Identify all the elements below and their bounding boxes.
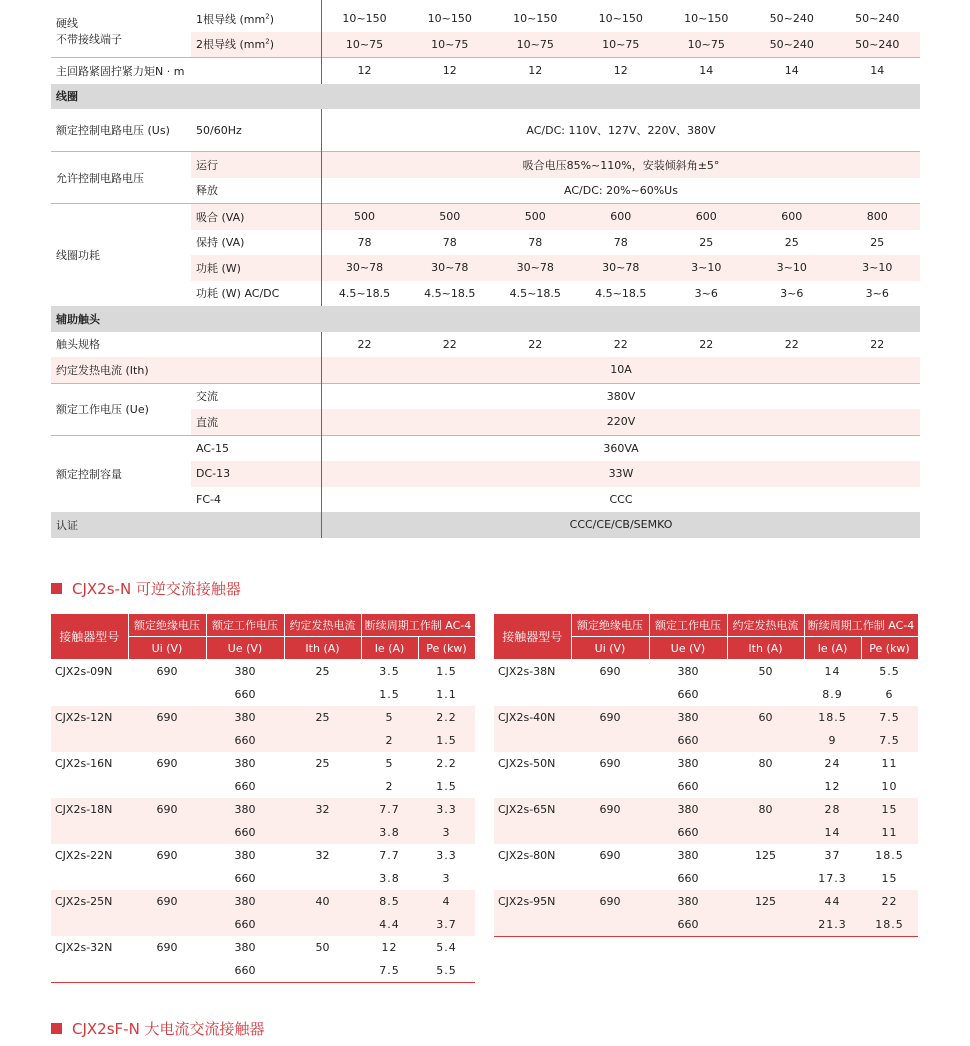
header-ui-unit: Ui (V) — [128, 637, 206, 660]
ue-cell: 660 — [234, 688, 256, 701]
ie-cell: 18.5 — [804, 706, 861, 729]
pe-cell: 3.3 — [418, 798, 475, 821]
model-cell: CJX2s-95N — [494, 890, 571, 937]
value-cell: 4.5~18.5 — [424, 286, 476, 300]
spec-table — [51, 0, 920, 538]
ue-cell: 380 — [234, 849, 256, 862]
ue-cell: 660 — [206, 913, 284, 936]
value-cell: 30~78 — [407, 255, 493, 281]
value-cell: 25 — [699, 235, 714, 249]
value-cell: 800 — [835, 204, 921, 230]
ith-row — [51, 357, 920, 383]
ui-cell: 690 — [128, 890, 206, 936]
coil-power-sub-label: 保持 (VA) — [191, 230, 322, 256]
header-ue: 额定工作电压 — [206, 614, 284, 637]
ue-cell: 660 — [206, 821, 284, 844]
coil-power-sub-label: 功耗 (W) — [191, 255, 322, 281]
model-table-right — [494, 614, 919, 937]
header-model: 接触器型号 — [494, 614, 571, 660]
cert-label: 认证 — [51, 512, 191, 538]
ui-cell: 690 — [128, 798, 206, 844]
value-cell: 3~10 — [749, 255, 835, 281]
value-cell: 50~240 — [749, 32, 835, 58]
ie-cell: 8.5 — [361, 890, 418, 913]
ie-cell: 3.8 — [361, 821, 418, 844]
value-cell: 3~6 — [865, 286, 889, 300]
header-pe-unit: Pe (kw) — [418, 637, 475, 660]
value-cell: 22 — [784, 337, 799, 351]
pe-cell: 3 — [442, 872, 451, 885]
contact-spec-label: 触头规格 — [56, 338, 100, 352]
aux-section-row — [51, 306, 920, 332]
header-ith-unit: Ith (A) — [727, 637, 804, 660]
ui-cell: 690 — [156, 665, 178, 678]
model-table-left — [51, 614, 476, 983]
pe-cell: 1.5 — [436, 665, 457, 678]
ie-cell: 2 — [385, 780, 394, 793]
coil-power-row-1 — [51, 204, 920, 230]
ue-cell: 380 — [649, 890, 727, 913]
value-cell: 3~10 — [835, 255, 921, 281]
capacity-value: CCC — [609, 492, 633, 506]
pe-cell: 11 — [861, 821, 918, 844]
coil-power-sub-label: 功耗 (W) AC/DC — [191, 281, 322, 307]
coil-power-label: 线圈功耗 — [51, 204, 191, 307]
pe-cell: 7.5 — [861, 729, 918, 752]
ui-cell: 690 — [128, 936, 206, 983]
value-cell: 50~240 — [835, 32, 921, 58]
model-cell: CJX2s-12N — [51, 706, 128, 752]
ie-cell: 3.8 — [379, 872, 400, 885]
model-cell: CJX2s-09N — [55, 665, 113, 678]
value-cell: 78 — [442, 235, 457, 249]
ui-cell: 690 — [156, 757, 178, 770]
header-ue-unit: Ue (V) — [649, 637, 727, 660]
ie-cell: 37 — [824, 849, 841, 862]
value-cell: 3~6 — [694, 286, 718, 300]
wire-row-1 — [51, 6, 920, 32]
value-cell: 12 — [322, 58, 408, 84]
ith-value: 10A — [322, 357, 921, 383]
value-cell: 22 — [699, 337, 714, 351]
ie-cell: 2 — [361, 729, 418, 752]
ui-cell: 690 — [599, 849, 621, 862]
value-cell: 10~150 — [342, 12, 387, 26]
header-ui: 额定绝缘电压 — [128, 614, 206, 637]
value-cell: 50~240 — [855, 12, 900, 26]
ctrl-capacity-label: 额定控制容量 — [51, 435, 191, 512]
ue-cell: 660 — [649, 821, 727, 844]
header-ie-unit: Ie (A) — [804, 637, 861, 660]
model-cell: CJX2s-38N — [498, 665, 556, 678]
ith-cell: 40 — [284, 890, 361, 936]
ue-cell: 660 — [649, 913, 727, 937]
ie-cell: 4.4 — [361, 913, 418, 936]
value-cell: 22 — [357, 337, 372, 351]
header-ith-unit: Ith (A) — [284, 637, 361, 660]
ue-cell: 660 — [649, 729, 727, 752]
allowed-run-row — [51, 152, 920, 178]
model-cell: CJX2s-16N — [55, 757, 113, 770]
ac-label: 交流 — [191, 383, 322, 409]
model-cell: CJX2s-18N — [51, 798, 128, 844]
ue-cell: 380 — [206, 798, 284, 821]
value-cell: 500 — [493, 204, 579, 230]
ue-cell: 660 — [677, 872, 699, 885]
pe-cell: 1.5 — [418, 729, 475, 752]
pe-cell: 18.5 — [875, 849, 904, 862]
model-cell: CJX2s-40N — [494, 706, 571, 752]
value-cell: 10~150 — [598, 12, 643, 26]
section-title-high-current: CJX2sF-N 大电流交流接触器 — [51, 1018, 265, 1039]
ue-cell: 660 — [677, 688, 699, 701]
rated-ctrl-voltage-row — [51, 109, 920, 152]
section-title-reversible: CJX2s-N 可逆交流接触器 — [51, 578, 241, 599]
ith-cell: 80 — [727, 798, 804, 844]
table-row — [51, 706, 475, 729]
ui-cell: 690 — [156, 849, 178, 862]
ue-cell: 380 — [677, 665, 699, 678]
contact-spec-row — [51, 332, 920, 358]
ie-cell: 3.5 — [379, 665, 400, 678]
ie-cell: 9 — [804, 729, 861, 752]
pe-cell: 3.3 — [436, 849, 457, 862]
ue-cell: 380 — [234, 941, 256, 954]
rated-op-voltage-label: 额定工作电压 (Ue) — [51, 383, 191, 435]
ui-cell: 690 — [599, 757, 621, 770]
ie-cell: 14 — [804, 821, 861, 844]
capacity-value: 360VA — [322, 435, 921, 461]
ue-cell: 380 — [234, 665, 256, 678]
value-cell: 10~150 — [427, 12, 472, 26]
value-cell: 10~75 — [664, 32, 750, 58]
wire-label — [51, 6, 191, 58]
pe-cell: 4 — [418, 890, 475, 913]
pe-cell: 3.7 — [418, 913, 475, 936]
pe-cell: 15 — [861, 798, 918, 821]
coil-power-sub-label: 吸合 (VA) — [191, 204, 322, 230]
ith-cell: 32 — [315, 849, 330, 862]
pe-cell: 6 — [885, 688, 894, 701]
ith-cell: 32 — [284, 798, 361, 844]
table-row — [494, 798, 918, 821]
ue-cell: 660 — [234, 780, 256, 793]
value-cell: 25 — [870, 235, 885, 249]
dc-label: 直流 — [191, 409, 322, 435]
ie-cell: 14 — [824, 665, 841, 678]
ith-cell: 60 — [727, 706, 804, 752]
ie-cell: 12 — [381, 941, 398, 954]
capacity-row-1 — [51, 435, 920, 461]
ui-cell: 690 — [571, 706, 649, 752]
value-cell: 78 — [613, 235, 628, 249]
pe-cell: 2.2 — [436, 757, 457, 770]
ith-cell: 50 — [758, 665, 773, 678]
capacity-value: 33W — [322, 461, 921, 487]
ac-value: 380V — [322, 383, 921, 409]
cert-row — [51, 512, 920, 538]
value-cell: 14 — [835, 58, 921, 84]
value-cell: 30~78 — [578, 255, 664, 281]
header-ith: 约定发热电流 — [727, 614, 804, 637]
model-cell: CJX2s-32N — [51, 936, 128, 983]
value-cell: 30~78 — [493, 255, 579, 281]
table-row — [494, 752, 918, 775]
op-voltage-ac-row — [51, 383, 920, 409]
ie-cell: 8.9 — [822, 688, 843, 701]
value-cell: 25 — [784, 235, 799, 249]
pe-cell: 3 — [418, 821, 475, 844]
coil-section-row — [51, 84, 920, 110]
value-cell: 10~75 — [407, 32, 493, 58]
ie-cell: 24 — [824, 757, 841, 770]
pe-cell: 1.1 — [436, 688, 457, 701]
ue-cell: 660 — [206, 959, 284, 983]
value-cell: 4.5~18.5 — [595, 286, 647, 300]
ie-cell: 7.7 — [361, 798, 418, 821]
value-cell: 600 — [749, 204, 835, 230]
value-cell: 600 — [664, 204, 750, 230]
value-cell: 3~10 — [664, 255, 750, 281]
table-row — [51, 890, 475, 913]
ie-cell: 21.3 — [804, 913, 861, 937]
ith-label: 约定发热电流 (Ith) — [51, 357, 191, 383]
table-row — [51, 936, 475, 959]
ui-cell: 690 — [599, 665, 621, 678]
model-cell: CJX2s-65N — [494, 798, 571, 844]
run-value: 吸合电压85%~110%，安装倾斜角±5° — [322, 152, 921, 178]
value-cell: 10~75 — [322, 32, 408, 58]
table-row — [51, 752, 475, 775]
pe-cell: 10 — [881, 780, 898, 793]
model-cell: CJX2s-25N — [51, 890, 128, 936]
table-row — [494, 890, 918, 913]
pe-cell: 5.4 — [436, 941, 457, 954]
ie-cell: 12 — [824, 780, 841, 793]
header-ui-unit: Ui (V) — [571, 637, 649, 660]
value-cell: 14 — [664, 58, 750, 84]
ith-cell: 25 — [315, 665, 330, 678]
value-cell: 10~150 — [513, 12, 558, 26]
value-cell: 22 — [613, 337, 628, 351]
pe-cell: 22 — [861, 890, 918, 913]
torque-row — [51, 58, 920, 84]
capacity-sub-label: DC-13 — [191, 461, 322, 487]
header-ui: 额定绝缘电压 — [571, 614, 649, 637]
value-cell: 78 — [357, 235, 372, 249]
value-cell: 50~240 — [769, 12, 814, 26]
ie-cell: 28 — [804, 798, 861, 821]
ue-cell: 660 — [234, 872, 256, 885]
torque-label: 主回路紧固拧紧力矩N · m — [51, 58, 191, 84]
header-ac4: 断续周期工作制 AC-4 — [361, 614, 475, 637]
value-cell: 600 — [578, 204, 664, 230]
ue-cell: 380 — [206, 890, 284, 913]
wire-1-label: 1根导线 $(mm^2)$ — [191, 6, 322, 32]
model-cell: CJX2s-50N — [498, 757, 556, 770]
header-model: 接触器型号 — [51, 614, 128, 660]
pe-cell: 2.2 — [418, 706, 475, 729]
ue-cell: 380 — [234, 757, 256, 770]
ie-cell: 5 — [361, 706, 418, 729]
value-cell: 10~75 — [578, 32, 664, 58]
square-bullet-icon — [51, 583, 62, 594]
value-cell: 22 — [442, 337, 457, 351]
value-cell: 500 — [322, 204, 408, 230]
run-label: 运行 — [191, 152, 322, 178]
table-row — [494, 660, 918, 684]
pe-cell: 7.5 — [861, 706, 918, 729]
dc-value: 220V — [322, 409, 921, 435]
allowed-ctrl-voltage-label: 允许控制电路电压 — [51, 152, 191, 204]
release-value: AC/DC: 20%~60%Us — [564, 183, 678, 197]
ith-cell: 50 — [284, 936, 361, 983]
aux-section-heading: 辅助触头 — [51, 306, 920, 332]
value-cell: 22 — [870, 337, 885, 351]
ith-cell: 80 — [758, 757, 773, 770]
rated-ctrl-voltage-value: AC/DC: 110V、127V、220V、380V — [526, 124, 716, 137]
header-pe-unit: Pe (kw) — [861, 637, 918, 660]
ie-cell: 7.5 — [361, 959, 418, 983]
capacity-sub-label: AC-15 — [191, 435, 322, 461]
capacity-sub-label: FC-4 — [191, 487, 322, 513]
pe-cell: 5.5 — [879, 665, 900, 678]
value-cell: 78 — [528, 235, 543, 249]
table-row — [51, 798, 475, 821]
model-cell: CJX2s-80N — [498, 849, 556, 862]
value-cell: 12 — [493, 58, 579, 84]
ith-cell: 125 — [755, 849, 776, 862]
ue-cell: 380 — [677, 757, 699, 770]
ue-cell: 380 — [649, 798, 727, 821]
pe-cell: 1.5 — [436, 780, 457, 793]
table-row — [51, 660, 475, 684]
ue-cell: 660 — [206, 729, 284, 752]
pe-cell: 11 — [881, 757, 898, 770]
pe-cell: 15 — [881, 872, 898, 885]
ue-cell: 380 — [649, 706, 727, 729]
coil-section-heading: 线圈 — [51, 84, 920, 110]
ue-cell: 380 — [677, 849, 699, 862]
ui-cell: 690 — [128, 706, 206, 752]
table-row — [51, 844, 475, 867]
ui-cell: 690 — [571, 890, 649, 937]
ie-cell: 1.5 — [379, 688, 400, 701]
ie-cell: 17.3 — [818, 872, 847, 885]
ie-cell: 7.7 — [379, 849, 400, 862]
header-ue: 额定工作电压 — [649, 614, 727, 637]
value-cell: 500 — [407, 204, 493, 230]
ith-cell: 25 — [284, 706, 361, 752]
wire-label-1: 硬线 — [56, 16, 78, 30]
value-cell: 10~75 — [493, 32, 579, 58]
wire-label-2: 不带接线端子 — [56, 32, 122, 46]
cert-value: CCC/CE/CB/SEMKO — [322, 512, 921, 538]
ith-cell: 125 — [727, 890, 804, 937]
ie-cell: 5 — [385, 757, 394, 770]
header-ith: 约定发热电流 — [284, 614, 361, 637]
value-cell: 30~78 — [322, 255, 408, 281]
value-cell: 3~6 — [780, 286, 804, 300]
ue-cell: 380 — [206, 706, 284, 729]
value-cell: 10~150 — [684, 12, 729, 26]
rated-ctrl-voltage-label: 额定控制电路电压 (Us) — [56, 124, 170, 137]
wire-2-label: 2根导线 $(mm^2)$ — [191, 32, 322, 58]
release-label: 释放 — [191, 178, 322, 204]
pe-cell: 5.5 — [418, 959, 475, 983]
value-cell: 12 — [407, 58, 493, 84]
value-cell: 14 — [749, 58, 835, 84]
header-ue-unit: Ue (V) — [206, 637, 284, 660]
value-cell: 22 — [528, 337, 543, 351]
model-cell: CJX2s-22N — [55, 849, 113, 862]
ie-cell: 44 — [804, 890, 861, 913]
ui-cell: 690 — [571, 798, 649, 844]
square-bullet-icon — [51, 1023, 62, 1034]
ue-cell: 660 — [677, 780, 699, 793]
value-cell: 4.5~18.5 — [509, 286, 561, 300]
value-cell: 4.5~18.5 — [338, 286, 391, 300]
value-cell: 12 — [578, 58, 664, 84]
ith-cell: 25 — [315, 757, 330, 770]
rated-ctrl-voltage-sub: 50/60Hz — [191, 109, 322, 152]
header-ie-unit: Ie (A) — [361, 637, 418, 660]
table-row — [494, 706, 918, 729]
table-row — [494, 844, 918, 867]
pe-cell: 18.5 — [861, 913, 918, 937]
header-ac4: 断续周期工作制 AC-4 — [804, 614, 918, 637]
